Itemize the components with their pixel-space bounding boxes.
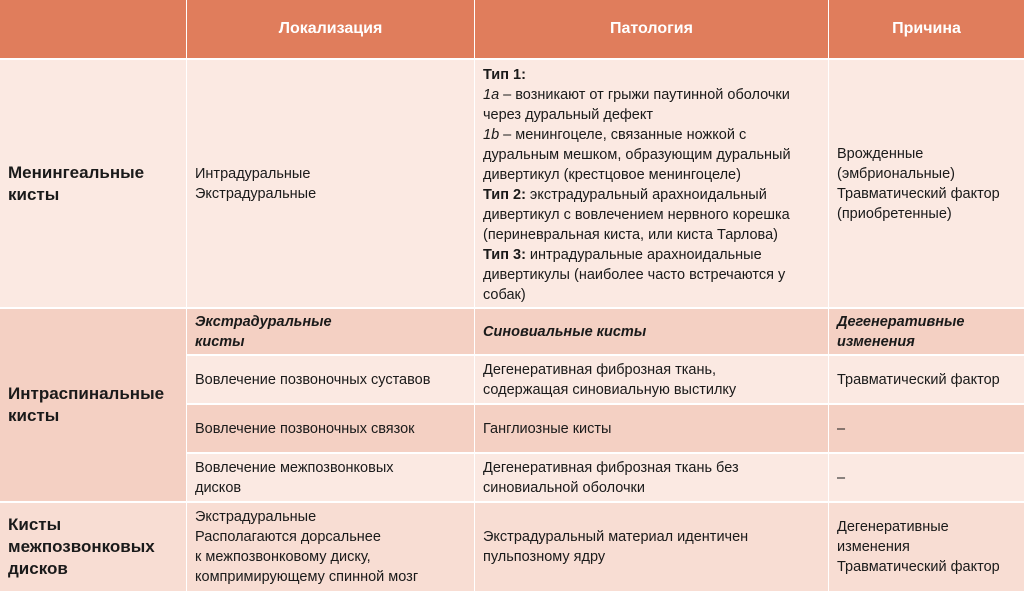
meningeal-cause-line: (эмбриональные): [837, 165, 955, 182]
meningeal-title: Менингеальные кисты: [8, 162, 145, 204]
disc-cause-line: Дегенеративные: [837, 519, 949, 535]
type2-text: (периневральная киста, или киста Тарлова): [483, 227, 778, 243]
meningeal-pathology-cell: [475, 60, 828, 307]
type3-text: собак): [483, 287, 526, 303]
type1b-text: дивертикул (крестцовое менингоцеле): [483, 167, 741, 183]
meningeal-location-line: Интрадуральные: [195, 165, 311, 182]
type1a-label: 1a: [483, 87, 500, 103]
intraspinal-row-location: [187, 454, 474, 501]
row-cause-line: Травматический фактор: [837, 371, 1000, 388]
type2-text: дивертикул с вовлечением нервного корешка: [483, 207, 790, 223]
intraspinal-row-pathology: [475, 356, 828, 403]
meningeal-cause-line: Травматический фактор: [837, 185, 1000, 202]
intraspinal-row-location: [187, 356, 474, 403]
type3-label: Тип 3:: [483, 247, 526, 263]
intraspinal-title: Интраспинальные кисты: [8, 384, 165, 425]
intraspinal-row-pathology: [475, 405, 828, 452]
intraspinal-subheader-pathology: [475, 309, 828, 354]
header-location-label: Локализация: [278, 20, 383, 37]
type1b-label: 1b: [483, 127, 500, 143]
group-intraspinal-title: [0, 309, 186, 501]
intraspinal-row-cause: [829, 356, 1024, 403]
disc-location-line: компримирующему спинной мозг: [195, 569, 419, 585]
disc-cause-cell: [829, 503, 1024, 591]
row-cause-line: –: [837, 469, 846, 486]
disc-location-cell: [187, 503, 474, 591]
type3-text: интрадуральные арахноидальные: [525, 247, 762, 263]
type2-label: Тип 2:: [483, 187, 526, 203]
type1a-text: через дуральный дефект: [483, 107, 654, 123]
subheader-location-line: Экстрадуральные: [195, 313, 332, 330]
disc-pathology-cell: [475, 503, 828, 591]
row-location-line: Вовлечение позвоночных суставов: [195, 371, 431, 388]
disc-location-line: Располагаются дорсальнее: [195, 529, 381, 545]
header-cause: [829, 0, 1024, 58]
disc-pathology-line: пульпозному ядру: [483, 549, 606, 565]
meningeal-location-cell: [187, 60, 474, 307]
type3-text: дивертикулы (наиболее часто встречаются у: [483, 267, 786, 283]
disc-location-line: к межпозвонковому диску,: [195, 549, 371, 565]
row-pathology-line: Ганглиозные кисты: [483, 420, 612, 437]
meningeal-cause-line: Врожденные: [837, 145, 924, 162]
subheader-cause-line: Дегенеративные: [837, 313, 965, 330]
header-pathology-label: Патология: [610, 20, 693, 37]
meningeal-cause-cell: [829, 60, 1024, 307]
meningeal-location-line: Экстрадуральные: [195, 185, 317, 202]
intraspinal-subheader-cause: [829, 309, 1024, 354]
subheader-cause-line: изменения: [837, 333, 915, 350]
header-location: [187, 0, 474, 58]
row-pathology-line: синовиальной оболочки: [483, 479, 645, 496]
header-pathology: [475, 0, 828, 58]
meningeal-cause-line: (приобретенные): [837, 205, 952, 222]
row-location-line: Вовлечение позвоночных связок: [195, 420, 415, 437]
intraspinal-row-cause: [829, 405, 1024, 452]
intraspinal-row-location: [187, 405, 474, 452]
row-pathology-line: Дегенеративная фиброзная ткань,: [483, 361, 717, 378]
disc-title: Кисты межпозвонковых дисков: [8, 515, 155, 578]
type1a-text: – возникают от грыжи паутинной оболочки: [499, 87, 790, 103]
intraspinal-row-cause: [829, 454, 1024, 501]
row-pathology-line: содержащая синовиальную выстилку: [483, 381, 737, 398]
subheader-pathology-text: Синовиальные кисты: [483, 323, 647, 340]
subheader-location-line: кисты: [195, 333, 245, 350]
row-pathology-line: Дегенеративная фиброзная ткань без: [483, 459, 739, 476]
type2-text: экстрадуральный арахноидальный: [525, 187, 767, 203]
row-location-line: Вовлечение межпозвонковых: [195, 459, 394, 476]
intraspinal-row-pathology: [475, 454, 828, 501]
row-location-line: дисков: [195, 479, 242, 496]
type1b-text: – менингоцеле, связанные ножкой с: [499, 127, 747, 143]
header-empty-cell: [0, 0, 186, 58]
header-cause-label: Причина: [892, 20, 961, 37]
type1b-text: дуральным мешком, образующим дуральный: [483, 147, 791, 163]
row-cause-line: –: [837, 420, 846, 437]
type1-label: Тип 1:: [483, 67, 526, 83]
group-meningeal-title: [0, 60, 186, 307]
intraspinal-subheader-location: [187, 309, 474, 354]
disc-cause-line: изменения: [837, 539, 910, 555]
disc-location-line: Экстрадуральные: [195, 509, 317, 525]
disc-pathology-line: Экстрадуральный материал идентичен: [483, 529, 749, 545]
group-disc-title: [0, 503, 186, 591]
disc-cause-line: Травматический фактор: [837, 559, 1000, 575]
